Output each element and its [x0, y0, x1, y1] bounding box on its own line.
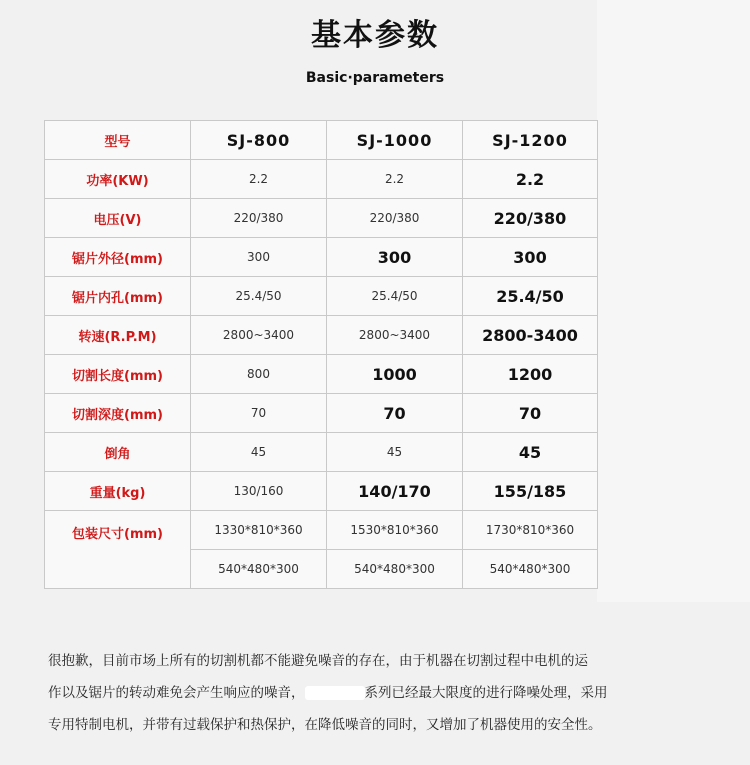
table-cell: 220/380 [191, 199, 327, 238]
note-line-2 [48, 677, 718, 709]
table-cell: 25.4/50 [327, 277, 463, 316]
table-cell: 130/160 [191, 472, 327, 511]
table-row-power [45, 160, 598, 199]
table-cell: 300 [191, 238, 327, 277]
table-cell: 45 [463, 433, 598, 472]
table-cell: 25.4/50 [463, 277, 598, 316]
note-line-3: 专用特制电机，并带有过载保护和热保护，在降低噪音的同时，又增加了机器使用的安全性。 [48, 717, 602, 733]
table-row-voltage [45, 199, 598, 238]
table-row-blade-bore [45, 277, 598, 316]
row-label: 锯片内孔(mm) [45, 277, 191, 316]
row-label: 功率(KW) [45, 160, 191, 199]
redacted-brand [305, 686, 365, 700]
table-cell: 2800~3400 [191, 316, 327, 355]
row-label: 倒角 [45, 433, 191, 472]
table-row-package-1 [45, 511, 598, 550]
table-row-cut-length [45, 355, 598, 394]
header-label: 型号 [45, 121, 191, 160]
table-cell: 2.2 [463, 160, 598, 199]
row-label: 包装尺寸(mm) [45, 511, 191, 589]
table-cell: 300 [327, 238, 463, 277]
table-cell: 2800~3400 [327, 316, 463, 355]
table-cell: 300 [463, 238, 598, 277]
model-sj800: SJ-800 [191, 121, 327, 160]
note-line-1: 很抱歉，目前市场上所有的切割机都不能避免噪音的存在，由于机器在切割过程中电机的运 [48, 653, 588, 669]
table-cell: 540*480*300 [463, 550, 598, 589]
model-sj1200: SJ-1200 [463, 121, 598, 160]
table-cell: 155/185 [463, 472, 598, 511]
table-cell: 220/380 [327, 199, 463, 238]
row-label: 切割长度(mm) [45, 355, 191, 394]
row-label: 电压(V) [45, 199, 191, 238]
table-cell: 220/380 [463, 199, 598, 238]
table-cell: 1730*810*360 [463, 511, 598, 550]
table-cell: 540*480*300 [191, 550, 327, 589]
model-sj1000: SJ-1000 [327, 121, 463, 160]
table-cell: 1530*810*360 [327, 511, 463, 550]
table-row-cut-depth [45, 394, 598, 433]
table-cell: 2800-3400 [463, 316, 598, 355]
row-label: 转速(R.P.M) [45, 316, 191, 355]
table-cell: 140/170 [327, 472, 463, 511]
table-row-speed [45, 316, 598, 355]
table-cell: 2.2 [327, 160, 463, 199]
table-cell: 1000 [327, 355, 463, 394]
table-row-bevel [45, 433, 598, 472]
table-cell: 1200 [463, 355, 598, 394]
table-cell: 540*480*300 [327, 550, 463, 589]
row-label: 锯片外径(mm) [45, 238, 191, 277]
note-line-2b: 系列已经最大限度的进行降噪处理，采用 [364, 685, 608, 701]
table-cell: 1330*810*360 [191, 511, 327, 550]
noise-note [48, 645, 718, 741]
note-line-2a: 作以及锯片的转动难免会产生响应的噪音， [48, 685, 305, 701]
table-cell: 70 [327, 394, 463, 433]
row-label: 切割深度(mm) [45, 394, 191, 433]
parameters-table [44, 120, 598, 589]
table-cell: 45 [327, 433, 463, 472]
table-cell: 70 [191, 394, 327, 433]
page-title: 基本参数 [311, 18, 439, 53]
background-panel [597, 0, 750, 602]
row-label: 重量(kg) [45, 472, 191, 511]
table-cell: 800 [191, 355, 327, 394]
table-cell: 25.4/50 [191, 277, 327, 316]
table-row-blade-diameter [45, 238, 598, 277]
table-header-row [45, 121, 598, 160]
table-cell: 70 [463, 394, 598, 433]
table-cell: 45 [191, 433, 327, 472]
table-cell: 2.2 [191, 160, 327, 199]
table-row-weight [45, 472, 598, 511]
page-subtitle: Basic·parameters [305, 70, 445, 86]
